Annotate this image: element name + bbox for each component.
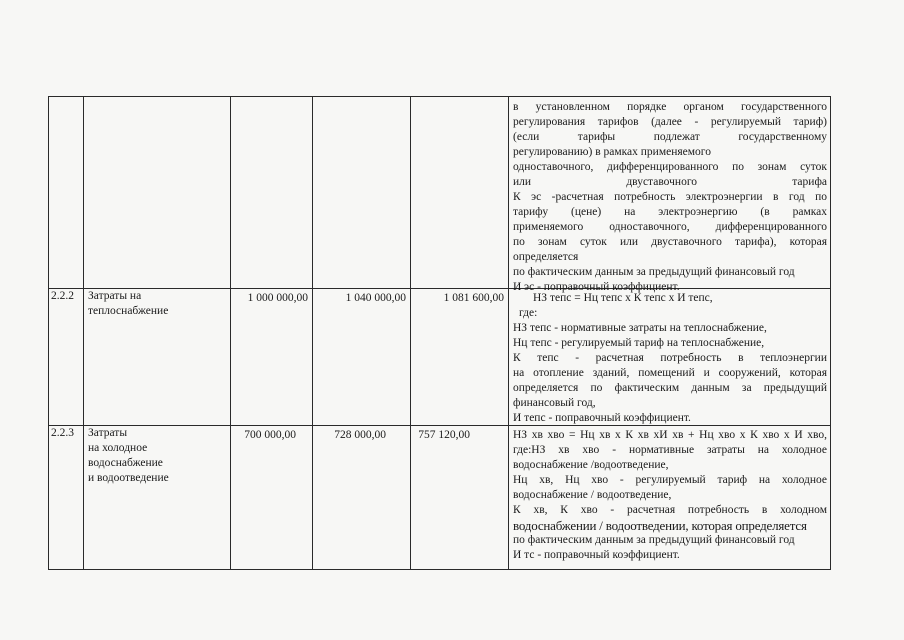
name-line: теплоснабжение <box>88 305 169 317</box>
desc-line: Нц тепс - регулируемый тариф на теплоснабжение, <box>513 337 765 349</box>
desc-line: регулированию) в рамках применяемого <box>513 146 711 158</box>
desc-line: по фактическим данным за предыдущий финансовый год <box>513 266 795 278</box>
desc-line: тарифу (цене) на электроэнергию (в рамках <box>513 206 827 218</box>
desc-line: водоснабжении / водоотведении, которая определяется <box>513 518 807 533</box>
desc-line: определяется по фактическим данным за предыдущий <box>513 382 827 394</box>
desc-line: водоснабжение / водоотведение, <box>513 489 672 501</box>
row-2-value-1: 1 000 000,00 <box>247 292 308 304</box>
desc-line: по зонам суток или двуставочного тарифа), которая <box>513 236 827 248</box>
col-border-1 <box>48 96 49 570</box>
desc-line: И эс - поправочный коэффициент. <box>513 281 680 293</box>
desc-line: применяемого одноставочного, дифференцированного <box>513 221 827 233</box>
desc-line: где:НЗ хв хво - нормативные затраты на холодное <box>513 444 827 456</box>
name-line: и водоотведение <box>88 472 169 484</box>
col-border-2 <box>83 96 84 570</box>
desc-line: К тепс - расчетная потребность в теплоэнергии <box>513 352 827 364</box>
row-3-value-2: 728 000,00 <box>334 429 386 441</box>
row-3-code: 2.2.3 <box>51 427 74 439</box>
name-line: на холодное <box>88 442 148 454</box>
desc-line: или двуставочного тарифа <box>513 176 827 188</box>
desc-line: одноставочного, дифференцированного по зонам суток <box>513 161 827 173</box>
row-2-code: 2.2.2 <box>51 290 74 302</box>
name-line: водоснабжение <box>88 457 163 469</box>
table-border-bottom <box>48 569 830 570</box>
desc-line: финансовый год, <box>513 397 596 409</box>
col-border-3 <box>230 96 231 570</box>
col-border-7 <box>830 96 831 570</box>
formula-line: НЗ хв хво = Нц хв х К хв хИ хв + Нц хво х К хво х И хво, <box>513 429 827 441</box>
desc-line: (если тарифы подлежат государственному <box>513 131 827 143</box>
name-line: Затраты на <box>88 290 142 302</box>
desc-line: определяется <box>513 251 579 263</box>
row-2-name <box>88 289 228 319</box>
desc-line: регулирования тарифов (далее - регулируемый тариф) <box>513 116 827 128</box>
row-3-value-1: 700 000,00 <box>244 429 296 441</box>
row-2-value-2: 1 040 000,00 <box>345 292 406 304</box>
desc-line: водоснабжение /водоотведение, <box>513 459 669 471</box>
desc-line: И тепс - поправочный коэффициент. <box>513 412 691 424</box>
desc-line: по фактическим данным за предыдущий финансовый год <box>513 534 795 546</box>
col-border-6 <box>508 96 509 570</box>
row-2-description <box>513 291 827 426</box>
col-border-5 <box>410 96 411 570</box>
desc-line: где: <box>519 307 538 319</box>
table-border-top <box>48 96 830 97</box>
desc-line: К хв, К хво - расчетная потребность в холодном <box>513 504 827 516</box>
row-1-description <box>513 100 827 295</box>
desc-line: И тс - поправочный коэффициент. <box>513 549 680 561</box>
desc-line: в установленном порядке органом государственного <box>513 101 827 113</box>
desc-line: НЗ тепс - нормативные затраты на теплоснабжение, <box>513 322 767 334</box>
desc-line: Нц хв, Нц хво - регулируемый тариф на холодное <box>513 474 827 486</box>
row-3-name <box>88 426 228 486</box>
row-3-description <box>513 428 827 563</box>
formula-line: НЗ тепс = Нц тепс х К тепс х И тепс, <box>533 292 713 304</box>
row-3-value-3: 757 120,00 <box>418 429 470 441</box>
name-line: Затраты <box>88 427 128 439</box>
desc-line: на отопление зданий, помещений и сооружений, которая <box>513 367 827 379</box>
col-border-4 <box>312 96 313 570</box>
row-2-value-3: 1 081 600,00 <box>443 292 504 304</box>
desc-line: К эс -расчетная потребность электроэнергии в год по <box>513 191 827 203</box>
